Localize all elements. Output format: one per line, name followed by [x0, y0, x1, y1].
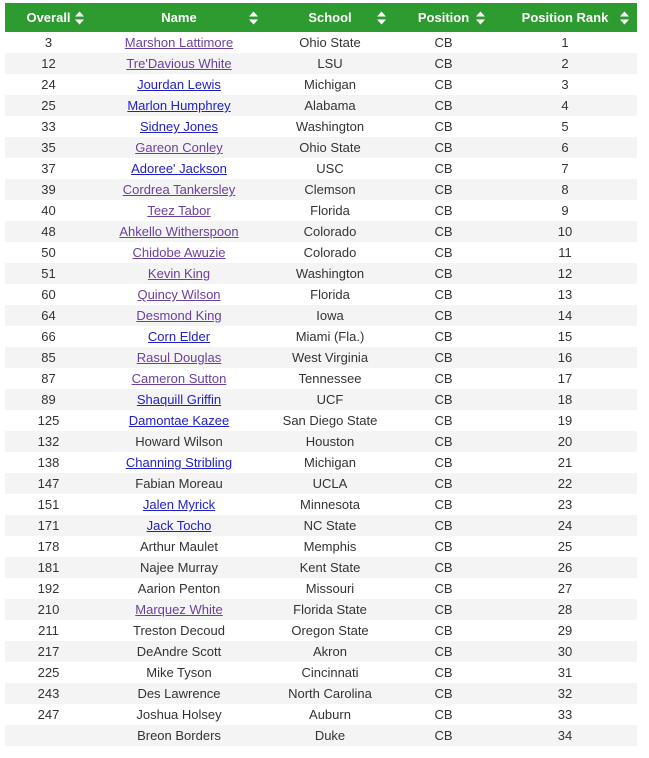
sort-icon[interactable] [476, 11, 485, 24]
school-cell: Colorado [266, 221, 394, 242]
player-link[interactable]: Teez Tabor [147, 203, 211, 218]
position-rank-cell: 2 [493, 53, 637, 74]
position-cell: CB [394, 158, 493, 179]
table-row [5, 53, 637, 74]
player-link[interactable]: Marlon Humphrey [127, 98, 231, 113]
position-cell: CB [394, 74, 493, 95]
column-header-label: Position [417, 10, 470, 25]
position-cell: CB [394, 284, 493, 305]
school-cell: Memphis [266, 536, 394, 557]
sort-icon[interactable] [377, 11, 386, 24]
overall-cell: 85 [5, 347, 92, 368]
table-row [5, 305, 637, 326]
table-row [5, 452, 637, 473]
player-link[interactable]: Jack Tocho [146, 518, 212, 533]
school-cell: Miami (Fla.) [266, 326, 394, 347]
school-cell: Michigan [266, 74, 394, 95]
name-cell[interactable] [92, 410, 266, 431]
name-cell[interactable] [92, 158, 266, 179]
overall-cell: 171 [5, 515, 92, 536]
column-header-school[interactable] [266, 3, 394, 32]
overall-cell: 247 [5, 704, 92, 725]
position-cell: CB [394, 263, 493, 284]
school-cell: Kent State [266, 557, 394, 578]
position-rank-cell: 14 [493, 305, 637, 326]
position-cell: CB [394, 536, 493, 557]
position-rank-cell: 22 [493, 473, 637, 494]
overall-cell: 210 [5, 599, 92, 620]
table-body [5, 32, 637, 746]
name-cell: Najee Murray [92, 557, 266, 578]
position-rank-cell: 19 [493, 410, 637, 431]
player-link[interactable]: Channing Stribling [125, 455, 233, 470]
name-cell[interactable] [92, 221, 266, 242]
overall-cell: 51 [5, 263, 92, 284]
name-cell[interactable] [92, 137, 266, 158]
column-header-position-rank[interactable] [493, 3, 637, 32]
school-cell: Alabama [266, 95, 394, 116]
player-link[interactable]: Adoree' Jackson [131, 161, 227, 176]
overall-cell: 132 [5, 431, 92, 452]
position-cell: CB [394, 473, 493, 494]
position-cell: CB [394, 347, 493, 368]
overall-cell: 66 [5, 326, 92, 347]
school-cell: LSU [266, 53, 394, 74]
school-cell: NC State [266, 515, 394, 536]
player-link[interactable]: Ahkello Witherspoon [119, 224, 239, 239]
position-rank-cell: 17 [493, 368, 637, 389]
table-row [5, 662, 637, 683]
table-row [5, 389, 637, 410]
player-link[interactable]: Sidney Jones [139, 119, 219, 134]
player-link[interactable]: Cordrea Tankersley [122, 182, 236, 197]
school-cell: Minnesota [266, 494, 394, 515]
table-row [5, 179, 637, 200]
table-row [5, 578, 637, 599]
school-cell: Michigan [266, 452, 394, 473]
position-cell: CB [394, 599, 493, 620]
position-rank-cell: 13 [493, 284, 637, 305]
position-rank-cell: 26 [493, 557, 637, 578]
table-row [5, 536, 637, 557]
name-cell: DeAndre Scott [92, 641, 266, 662]
table-row [5, 368, 637, 389]
overall-cell: 181 [5, 557, 92, 578]
player-link[interactable]: Chidobe Awuzie [132, 245, 226, 260]
position-rank-cell: 1 [493, 32, 637, 53]
position-rank-cell: 18 [493, 389, 637, 410]
position-rank-cell: 4 [493, 95, 637, 116]
table-row [5, 200, 637, 221]
header-row [5, 3, 637, 32]
table-row [5, 284, 637, 305]
player-link[interactable]: Jourdan Lewis [137, 77, 221, 92]
table-row [5, 599, 637, 620]
position-rank-cell: 30 [493, 641, 637, 662]
table-row [5, 95, 637, 116]
position-rank-cell: 24 [493, 515, 637, 536]
position-cell: CB [394, 179, 493, 200]
position-rank-cell: 8 [493, 179, 637, 200]
table-row [5, 725, 637, 746]
overall-cell: 40 [5, 200, 92, 221]
school-cell: Tennessee [266, 368, 394, 389]
position-rank-cell: 10 [493, 221, 637, 242]
table-row [5, 32, 637, 53]
overall-cell: 192 [5, 578, 92, 599]
name-cell[interactable] [92, 116, 266, 137]
table-row [5, 137, 637, 158]
position-rank-cell: 12 [493, 263, 637, 284]
column-header-label: Position Rank [521, 10, 609, 25]
table-row [5, 494, 637, 515]
name-cell: Howard Wilson [92, 431, 266, 452]
table-row [5, 326, 637, 347]
school-cell: Missouri [266, 578, 394, 599]
school-cell: Clemson [266, 179, 394, 200]
overall-cell: 12 [5, 53, 92, 74]
school-cell: Duke [266, 725, 394, 746]
table-row [5, 557, 637, 578]
position-rank-cell: 25 [493, 536, 637, 557]
table-row [5, 242, 637, 263]
sort-icon[interactable] [75, 11, 84, 24]
table-row [5, 515, 637, 536]
position-rank-cell: 27 [493, 578, 637, 599]
position-cell: CB [394, 557, 493, 578]
column-header-position[interactable] [394, 3, 493, 32]
player-link[interactable]: Quincy Wilson [137, 287, 221, 302]
player-link[interactable]: Tre'Davious White [126, 56, 232, 71]
overall-cell: 147 [5, 473, 92, 494]
school-cell: Iowa [266, 305, 394, 326]
table-row [5, 347, 637, 368]
school-cell: Akron [266, 641, 394, 662]
school-cell: Ohio State [266, 137, 394, 158]
position-rank-cell: 9 [493, 200, 637, 221]
overall-cell: 37 [5, 158, 92, 179]
name-cell[interactable] [92, 494, 266, 515]
name-cell[interactable] [92, 368, 266, 389]
overall-cell: 50 [5, 242, 92, 263]
position-cell: CB [394, 389, 493, 410]
player-link[interactable]: Kevin King [147, 266, 211, 281]
position-cell: CB [394, 95, 493, 116]
overall-cell: 39 [5, 179, 92, 200]
table-row [5, 158, 637, 179]
position-cell: CB [394, 494, 493, 515]
school-cell: Florida [266, 284, 394, 305]
name-cell[interactable] [92, 515, 266, 536]
school-cell: Oregon State [266, 620, 394, 641]
position-cell: CB [394, 725, 493, 746]
player-link[interactable]: Shaquill Griffin [136, 392, 222, 407]
table-row [5, 704, 637, 725]
school-cell: Auburn [266, 704, 394, 725]
position-rank-cell: 23 [493, 494, 637, 515]
overall-cell: 48 [5, 221, 92, 242]
overall-cell: 64 [5, 305, 92, 326]
name-cell[interactable] [92, 95, 266, 116]
position-cell: CB [394, 452, 493, 473]
school-cell: Houston [266, 431, 394, 452]
position-cell: CB [394, 683, 493, 704]
player-link[interactable]: Cameron Sutton [131, 371, 227, 386]
table-row [5, 620, 637, 641]
name-cell[interactable] [92, 599, 266, 620]
column-header-label: School [308, 10, 352, 25]
name-cell[interactable] [92, 284, 266, 305]
name-cell[interactable] [92, 347, 266, 368]
name-cell: Aarion Penton [92, 578, 266, 599]
name-cell[interactable] [92, 452, 266, 473]
overall-cell: 60 [5, 284, 92, 305]
overall-cell: 211 [5, 620, 92, 641]
overall-cell: 151 [5, 494, 92, 515]
position-cell: CB [394, 704, 493, 725]
sort-icon[interactable] [620, 11, 629, 24]
name-cell: Fabian Moreau [92, 473, 266, 494]
position-cell: CB [394, 620, 493, 641]
school-cell: Colorado [266, 242, 394, 263]
column-header-name[interactable] [92, 3, 266, 32]
position-rank-cell: 11 [493, 242, 637, 263]
player-link[interactable]: Jalen Myrick [142, 497, 216, 512]
position-cell: CB [394, 242, 493, 263]
position-rank-cell: 16 [493, 347, 637, 368]
name-cell[interactable] [92, 326, 266, 347]
overall-cell: 138 [5, 452, 92, 473]
table-row [5, 410, 637, 431]
position-rank-cell: 3 [493, 74, 637, 95]
name-cell[interactable] [92, 179, 266, 200]
overall-cell: 243 [5, 683, 92, 704]
position-cell: CB [394, 431, 493, 452]
name-cell: Joshua Holsey [92, 704, 266, 725]
column-header-label: Name [161, 10, 197, 25]
position-cell: CB [394, 32, 493, 53]
position-cell: CB [394, 221, 493, 242]
position-rank-cell: 29 [493, 620, 637, 641]
school-cell: Cincinnati [266, 662, 394, 683]
position-rank-cell: 21 [493, 452, 637, 473]
overall-cell: 33 [5, 116, 92, 137]
school-cell: Ohio State [266, 32, 394, 53]
school-cell: West Virginia [266, 347, 394, 368]
table-row [5, 263, 637, 284]
position-cell: CB [394, 326, 493, 347]
position-cell: CB [394, 137, 493, 158]
school-cell: San Diego State [266, 410, 394, 431]
table-row [5, 683, 637, 704]
overall-cell: 225 [5, 662, 92, 683]
position-cell: CB [394, 305, 493, 326]
player-link[interactable]: Rasul Douglas [136, 350, 222, 365]
overall-cell: 125 [5, 410, 92, 431]
school-cell: UCLA [266, 473, 394, 494]
name-cell[interactable] [92, 242, 266, 263]
name-cell[interactable] [92, 53, 266, 74]
name-cell[interactable] [92, 389, 266, 410]
school-cell: USC [266, 158, 394, 179]
name-cell[interactable] [92, 200, 266, 221]
overall-cell: 89 [5, 389, 92, 410]
name-cell: Des Lawrence [92, 683, 266, 704]
name-cell[interactable] [92, 74, 266, 95]
overall-cell [5, 725, 92, 746]
player-link[interactable]: Damontae Kazee [128, 413, 230, 428]
column-header-label: Overall [26, 10, 71, 25]
position-cell: CB [394, 116, 493, 137]
overall-cell: 178 [5, 536, 92, 557]
name-cell[interactable] [92, 305, 266, 326]
rankings-table-container [5, 3, 637, 746]
player-link[interactable]: Corn Elder [147, 329, 211, 344]
sort-icon[interactable] [249, 11, 258, 24]
table-row [5, 473, 637, 494]
position-rank-cell: 15 [493, 326, 637, 347]
school-cell: Florida State [266, 599, 394, 620]
overall-cell: 217 [5, 641, 92, 662]
overall-cell: 24 [5, 74, 92, 95]
position-rank-cell: 20 [493, 431, 637, 452]
school-cell: UCF [266, 389, 394, 410]
position-rank-cell: 31 [493, 662, 637, 683]
overall-cell: 25 [5, 95, 92, 116]
name-cell: Arthur Maulet [92, 536, 266, 557]
column-header-overall[interactable] [5, 3, 92, 32]
school-cell: Washington [266, 263, 394, 284]
name-cell: Treston Decoud [92, 620, 266, 641]
position-cell: CB [394, 53, 493, 74]
table-row [5, 74, 637, 95]
position-rank-cell: 28 [493, 599, 637, 620]
name-cell[interactable] [92, 263, 266, 284]
table-row [5, 116, 637, 137]
overall-cell: 87 [5, 368, 92, 389]
position-cell: CB [394, 368, 493, 389]
school-cell: North Carolina [266, 683, 394, 704]
overall-cell: 3 [5, 32, 92, 53]
school-cell: Florida [266, 200, 394, 221]
name-cell: Mike Tyson [92, 662, 266, 683]
name-cell: Breon Borders [92, 725, 266, 746]
position-rank-cell: 34 [493, 725, 637, 746]
player-link[interactable]: Gareon Conley [135, 140, 223, 155]
position-rank-cell: 6 [493, 137, 637, 158]
school-cell: Washington [266, 116, 394, 137]
position-rank-cell: 5 [493, 116, 637, 137]
overall-cell: 35 [5, 137, 92, 158]
player-link[interactable]: Desmond King [136, 308, 222, 323]
position-cell: CB [394, 515, 493, 536]
position-cell: CB [394, 578, 493, 599]
player-link[interactable]: Marquez White [135, 602, 223, 617]
position-rank-cell: 32 [493, 683, 637, 704]
rankings-table [5, 3, 637, 746]
player-link[interactable]: Marshon Lattimore [124, 35, 234, 50]
table-row [5, 641, 637, 662]
position-cell: CB [394, 200, 493, 221]
position-rank-cell: 33 [493, 704, 637, 725]
table-row [5, 221, 637, 242]
position-cell: CB [394, 410, 493, 431]
position-rank-cell: 7 [493, 158, 637, 179]
position-cell: CB [394, 662, 493, 683]
table-row [5, 431, 637, 452]
name-cell[interactable] [92, 32, 266, 53]
position-cell: CB [394, 641, 493, 662]
